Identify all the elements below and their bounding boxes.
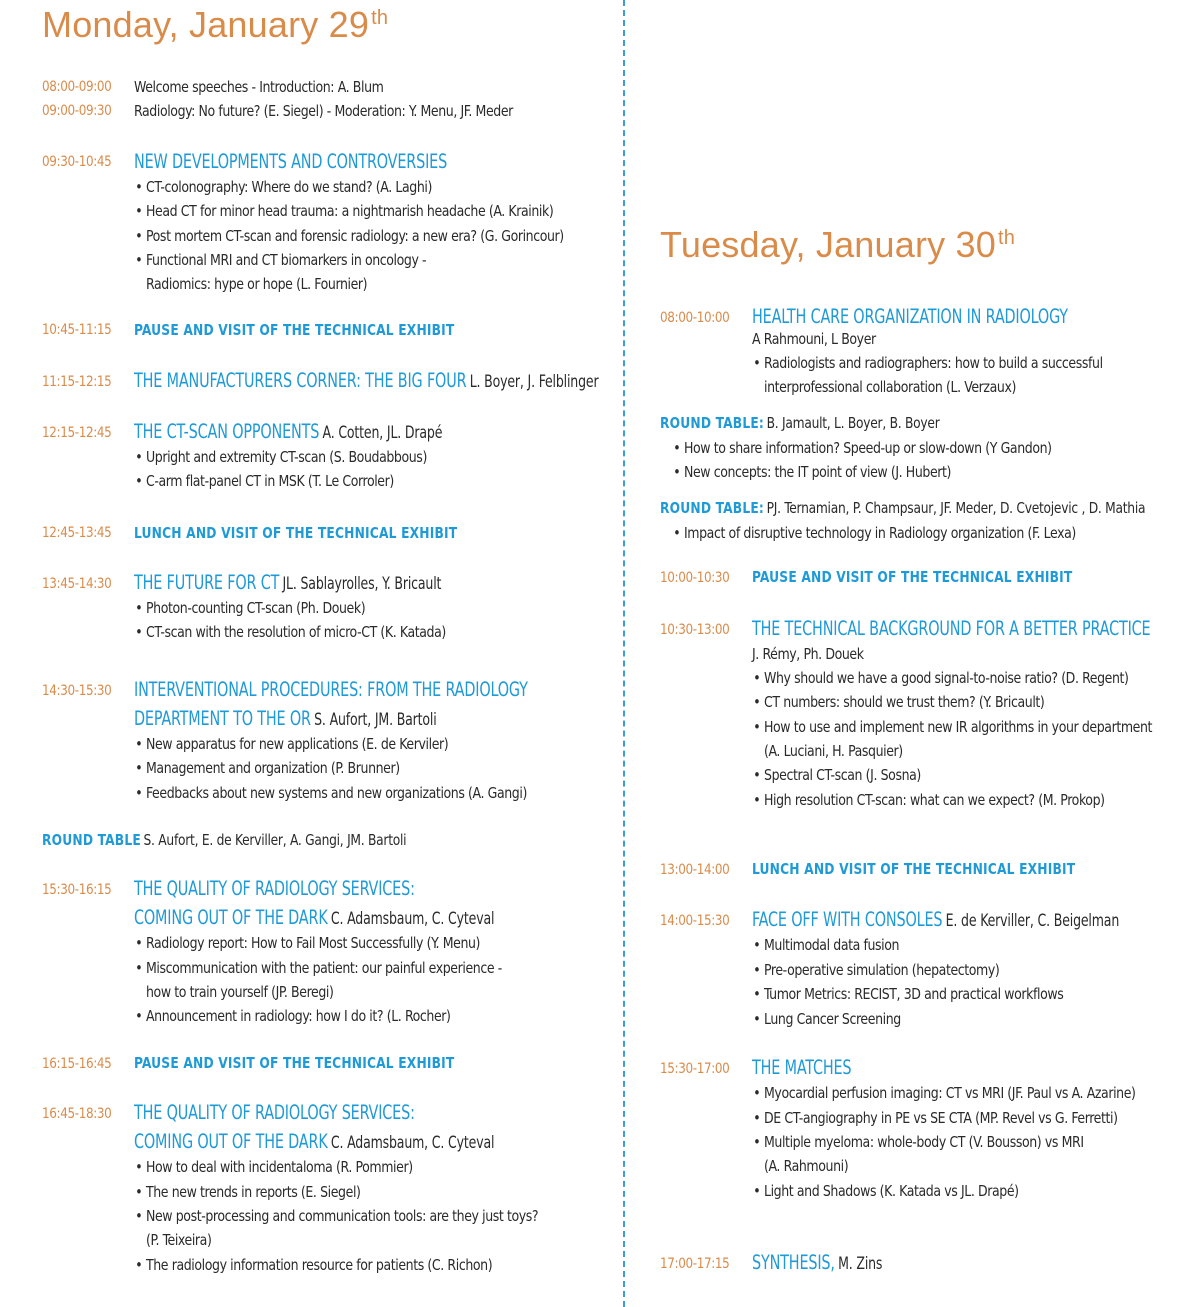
session-time: 09:00-09:30 <box>42 103 112 119</box>
session-title: INTERVENTIONAL PROCEDURES: FROM THE RADIOLOGY <box>134 678 528 701</box>
session-speakers: A Rahmouni, L Boyer <box>752 330 876 348</box>
list-item: • Announcement in radiology: how I do it? (L. Rocher) <box>146 1007 451 1025</box>
session-time: 10:00-10:30 <box>660 570 730 586</box>
list-item: • How to share information? Speed-up or slow-down (Y Gandon) <box>684 439 1052 457</box>
list-item-continuation: (A. Luciani, H. Pasquier) <box>764 742 903 760</box>
session-title: NEW DEVELOPMENTS AND CONTROVERSIES <box>134 150 448 173</box>
list-item-continuation: how to train yourself (JP. Beregi) <box>146 983 334 1001</box>
pause-title: PAUSE AND VISIT OF THE TECHNICAL EXHIBIT <box>134 321 455 339</box>
list-item: • Multimodal data fusion <box>764 936 899 954</box>
list-item-continuation: Radiomics: hype or hope (L. Fournier) <box>146 275 368 293</box>
list-item: • Feedbacks about new systems and new organizations (A. Gangi) <box>146 784 527 802</box>
list-item: • Upright and extremity CT-scan (S. Boudabbous) <box>146 448 427 466</box>
session-time: 14:00-15:30 <box>660 913 730 929</box>
list-item: • New concepts: the IT point of view (J. Hubert) <box>684 463 951 481</box>
list-item: • CT-colonography: Where do we stand? (A. Laghi) <box>146 178 432 196</box>
session-time: 16:45-18:30 <box>42 1106 112 1122</box>
session-title: THE CT-SCAN OPPONENTS A. Cotten, JL. Drapé <box>134 420 443 443</box>
pause-title: LUNCH AND VISIT OF THE TECHNICAL EXHIBIT <box>752 860 1076 878</box>
session-time: 10:30-13:00 <box>660 622 730 638</box>
session-speakers: J. Rémy, Ph. Douek <box>752 645 864 663</box>
session-title: THE TECHNICAL BACKGROUND FOR A BETTER PRACTICE <box>752 617 1151 640</box>
session-title: DEPARTMENT TO THE OR S. Aufort, JM. Bartoli <box>134 707 437 730</box>
list-item: • Radiology report: How to Fail Most Successfully (Y. Menu) <box>146 934 480 952</box>
session-time: 08:00-09:00 <box>42 79 112 95</box>
session-text: Radiology: No future? (E. Siegel) - Moderation: Y. Menu, JF. Meder <box>134 102 513 120</box>
session-time: 13:45-14:30 <box>42 576 112 592</box>
list-item: • Multiple myeloma: whole-body CT (V. Bousson) vs MRI <box>764 1133 1084 1151</box>
session-time: 15:30-16:15 <box>42 882 112 898</box>
list-item: • New apparatus for new applications (E. de Kerviler) <box>146 735 448 753</box>
list-item: • Lung Cancer Screening <box>764 1010 901 1028</box>
list-item: • New post-processing and communication tools: are they just toys? <box>146 1207 538 1225</box>
pause-title: PAUSE AND VISIT OF THE TECHNICAL EXHIBIT <box>752 568 1073 586</box>
list-item: • Light and Shadows (K. Katada vs JL. Drapé) <box>764 1182 1019 1200</box>
session-title: THE QUALITY OF RADIOLOGY SERVICES: <box>134 1101 415 1124</box>
column-divider <box>623 0 625 1307</box>
session-text: Welcome speeches - Introduction: A. Blum <box>134 78 384 96</box>
pause-title: LUNCH AND VISIT OF THE TECHNICAL EXHIBIT <box>134 524 458 542</box>
list-item: • Post mortem CT-scan and forensic radiology: a new era? (G. Gorincour) <box>146 227 564 245</box>
list-item: • Pre-operative simulation (hepatectomy) <box>764 961 999 979</box>
session-time: 09:30-10:45 <box>42 154 112 170</box>
list-item: • Myocardial perfusion imaging: CT vs MRI (JF. Paul vs A. Azarine) <box>764 1084 1136 1102</box>
session-title: FACE OFF WITH CONSOLES E. de Kerviller, C. Beigelman <box>752 908 1120 931</box>
round-table: ROUND TABLE: PJ. Ternamian, P. Champsaur, JF. Meder, D. Cvetojevic , D. Mathia <box>660 499 1146 517</box>
session-time: 17:00-17:15 <box>660 1256 730 1272</box>
list-item: • DE CT-angiography in PE vs SE CTA (MP. Revel vs G. Ferretti) <box>764 1109 1118 1127</box>
session-time: 10:45-11:15 <box>42 322 112 338</box>
list-item: • High resolution CT-scan: what can we expect? (M. Prokop) <box>764 791 1105 809</box>
session-title: THE MATCHES <box>752 1056 852 1079</box>
list-item: • Impact of disruptive technology in Radiology organization (F. Lexa) <box>684 524 1076 542</box>
session-time: 14:30-15:30 <box>42 683 112 699</box>
session-title: COMING OUT OF THE DARK C. Adamsbaum, C. Cyteval <box>134 906 495 929</box>
list-item: • CT numbers: should we trust them? (Y. Bricault) <box>764 693 1044 711</box>
pause-title: PAUSE AND VISIT OF THE TECHNICAL EXHIBIT <box>134 1054 455 1072</box>
session-time: 08:00-10:00 <box>660 310 730 326</box>
list-item: • How to use and implement new IR algorithms in your department <box>764 718 1152 736</box>
session-time: 12:45-13:45 <box>42 525 112 541</box>
session-time: 13:00-14:00 <box>660 862 730 878</box>
tuesday-title: Tuesday, January 30 $^{th}$ <box>660 224 1016 265</box>
list-item: • Tumor Metrics: RECIST, 3D and practical workflows <box>764 985 1063 1003</box>
session-time: 15:30-17:00 <box>660 1061 730 1077</box>
list-item: • Head CT for minor head trauma: a nightmarish headache (A. Krainik) <box>146 202 553 220</box>
session-title: THE MANUFACTURERS CORNER: THE BIG FOUR L. Boyer, J. Felblinger <box>134 369 599 392</box>
list-item: • C-arm flat-panel CT in MSK (T. Le Corroler) <box>146 472 394 490</box>
list-item: • Spectral CT-scan (J. Sosna) <box>764 766 921 784</box>
round-table: ROUND TABLE S. Aufort, E. de Kerviller, A. Gangi, JM. Bartoli <box>42 831 407 849</box>
session-title: THE FUTURE FOR CT JL. Sablayrolles, Y. Bricault <box>134 571 442 594</box>
list-item: • Functional MRI and CT biomarkers in oncology - <box>146 251 426 269</box>
session-title: SYNTHESIS, M. Zins <box>752 1251 883 1274</box>
session-title: HEALTH CARE ORGANIZATION IN RADIOLOGY <box>752 305 1068 328</box>
session-time: 11:15-12:15 <box>42 374 112 390</box>
session-time: 12:15-12:45 <box>42 425 112 441</box>
monday-title: Monday, January 29 $^{th}$ <box>42 4 389 45</box>
list-item: • How to deal with incidentaloma (R. Pommier) <box>146 1158 413 1176</box>
list-item: • Management and organization (P. Brunner) <box>146 759 400 777</box>
list-item: • The new trends in reports (E. Siegel) <box>146 1183 361 1201</box>
list-item-continuation: interprofessional collaboration (L. Verzaux) <box>764 378 1016 396</box>
session-title: THE QUALITY OF RADIOLOGY SERVICES: <box>134 877 415 900</box>
session-title: COMING OUT OF THE DARK C. Adamsbaum, C. Cyteval <box>134 1130 495 1153</box>
list-item: • Photon-counting CT-scan (Ph. Douek) <box>146 599 365 617</box>
list-item: • CT-scan with the resolution of micro-CT (K. Katada) <box>146 623 446 641</box>
list-item-continuation: (P. Teixeira) <box>146 1231 212 1249</box>
session-time: 16:15-16:45 <box>42 1056 112 1072</box>
list-item: • Miscommunication with the patient: our painful experience - <box>146 959 502 977</box>
list-item: • The radiology information resource for patients (C. Richon) <box>146 1256 492 1274</box>
list-item: • Radiologists and radiographers: how to build a successful <box>764 354 1103 372</box>
list-item: • Why should we have a good signal-to-noise ratio? (D. Regent) <box>764 669 1129 687</box>
list-item-continuation: (A. Rahmouni) <box>764 1157 849 1175</box>
round-table: ROUND TABLE: B. Jamault, L. Boyer, B. Boyer <box>660 414 940 432</box>
